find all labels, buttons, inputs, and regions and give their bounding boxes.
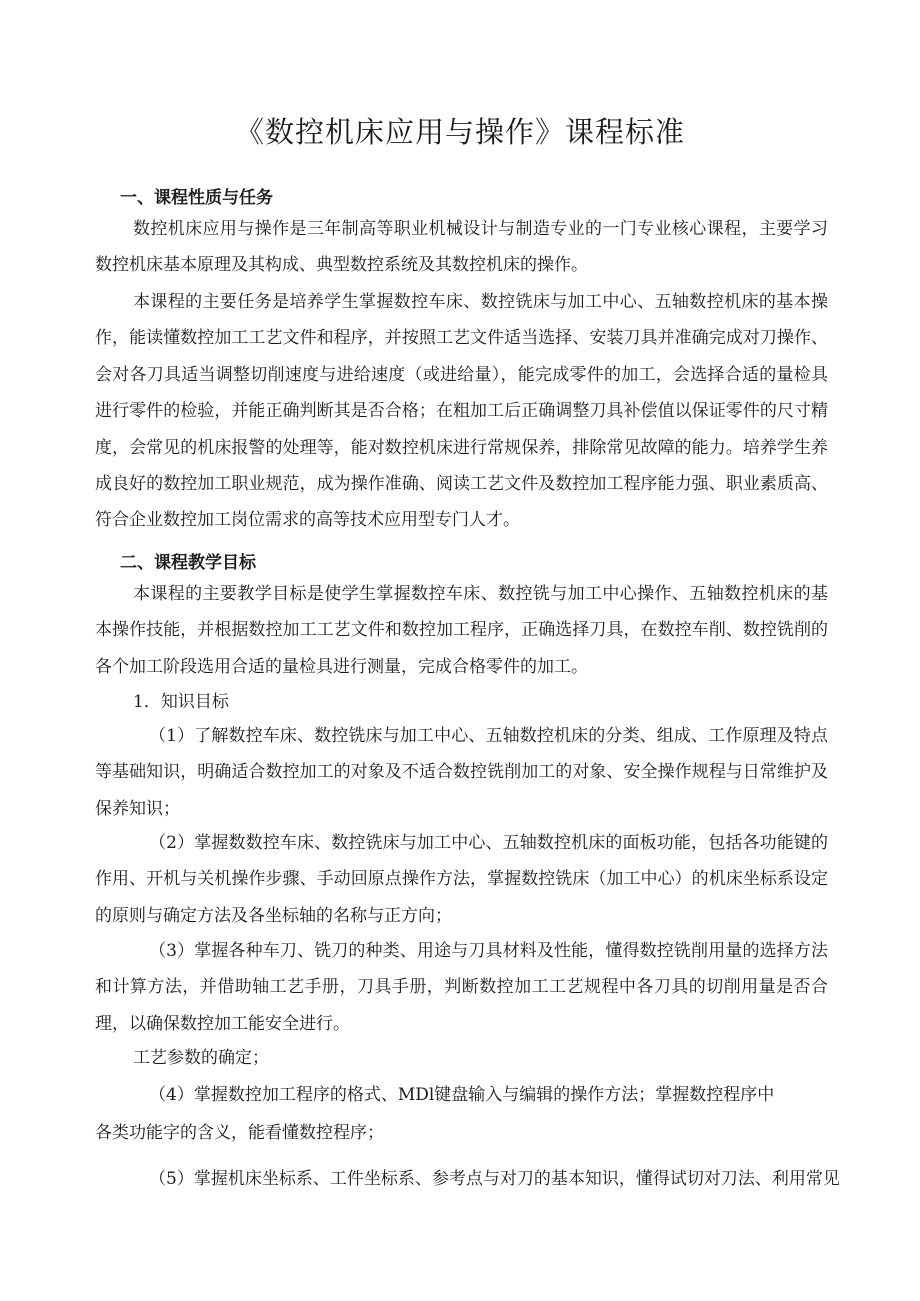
list-item-1: （1）了解数控车床、数控铣床与加工中心、五轴数控机床的分类、组成、工作原理及特点等基础知识，明确适合数控加工的对象及不适合数控铣削加工的对象、安全操作规程与日常维护及保养知识； [95,726,828,819]
paragraph-course-nature: 数控机床应用与操作是三年制高等职业机械设计与制造专业的一门专业核心课程，主要学习数控机床基本原理及其构成、典型数控系统及其数控机床的操作。 [95,219,828,276]
list-item-5: （5）掌握机床坐标系、工件坐标系、参考点与对刀的基本知识，懂得试切对刀法、利用常见 [149,1169,840,1189]
section-heading-2: 二、课程教学目标 [120,553,256,573]
list-item-4-line1: （4）掌握数控加工程序的格式、MDl键盘输入与编辑的操作方法；掌握数控程序中 [149,1085,775,1105]
subheading-knowledge-goals: 1．知识目标 [133,692,229,712]
list-item-4-line2: 各类功能字的含义，能看懂数控程序； [95,1123,384,1143]
list-item-2: （2）掌握数数控车床、数控铣床与加工中心、五轴数控机床的面板功能，包括各功能键的作用、开机与关机操作步骤、手动回原点操作方法，掌握数控铣床（加工中心）的机床坐标系设定的原则与确定方法及各坐标轴的名称与正方向； [95,833,828,926]
loose-line: 工艺参数的确定； [133,1048,269,1068]
section-heading-1: 一、课程性质与任务 [120,188,273,208]
paragraph-teaching-goals: 本课程的主要教学目标是使学生掌握数控车床、数控铣与加工中心操作、五轴数控机床的基本操作技能，并根据数控加工工艺文件和数控加工程序，正确选择刀具，在数控车削、数控铣削的各个加工阶段选用合适的量检具进行测量，完成合格零件的加工。 [95,584,828,677]
list-item-3: （3）掌握各种车刀、铣刀的种类、用途与刀具材料及性能，懂得数控铣削用量的选择方法和计算方法，并借助轴工艺手册，刀具手册，判断数控加工工艺规程中各刀具的切削用量是否合理，以确保数控加工能安全进行。 [95,941,828,1034]
paragraph-course-tasks: 本课程的主要任务是培养学生掌握数控车床、数控铣床与加工中心、五轴数控机床的基本操作，能读懂数控加工工艺文件和程序，并按照工艺文件适当选择、安装刀具并准确完成对刀操作、会对各刀具适当调整切削速度与进给速度（或进给量），能完成零件的加工，会选择合适的量检具进行零件的检验，并能正确判断其是否合格；在粗加工后正确调整刀具补偿值以保证零件的尺寸精度，会常见的机床报警的处理等，能对数控机床进行常规保养，排除常见故障的能力。培养学生养成良好的数控加工职业规范，成为操作准确、阅读工艺文件及数控加工程序能力强、职业素质高、符合企业数控加工岗位需求的高等技术应用型专门人才。 [95,292,828,531]
document-title: 《数控机床应用与操作》课程标准 [234,115,685,149]
